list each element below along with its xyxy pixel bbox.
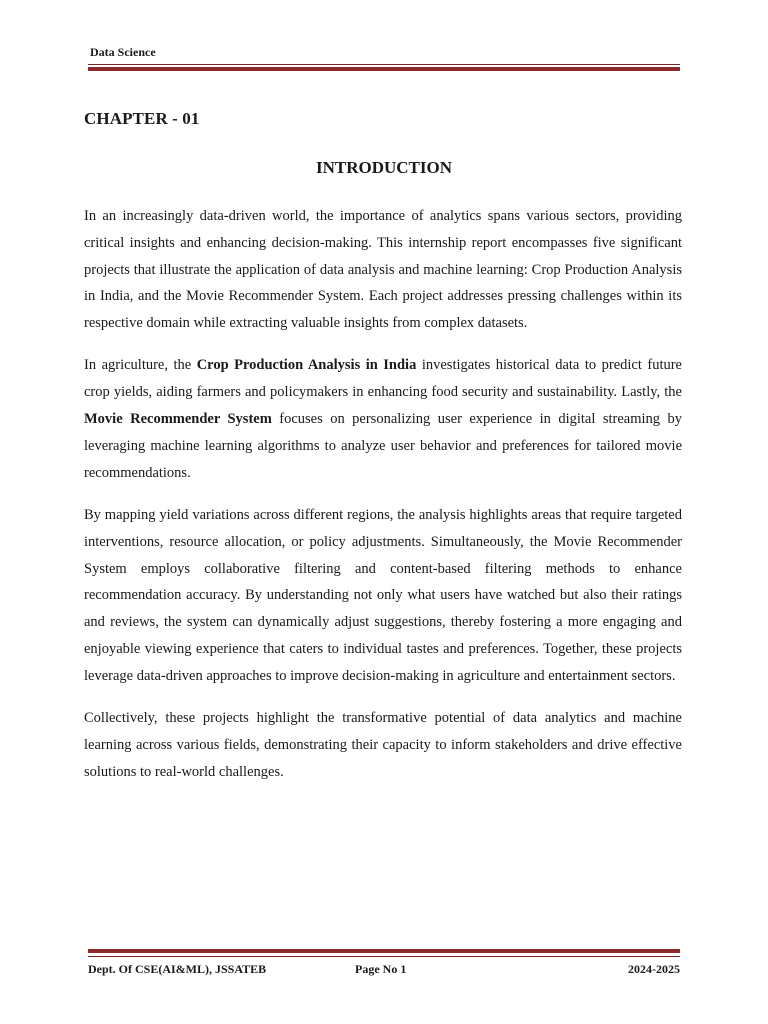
paragraph-1: In an increasingly data-driven world, the importance of analytics spans various sectors, providing critical insights and enhancing decision-making. This internship report encompasses five significant projects that illustrate the application of data analysis and machine learning: Crop Production Analysis in India, and the Movie Recommender System. Each project addresses pressing challenges within its respective domain while extracting valuable insights from complex datasets. xyxy=(84,208,682,332)
paragraph-2-text-1: In agriculture, the xyxy=(84,357,197,374)
header-rule-thin xyxy=(88,64,680,65)
section-title: INTRODUCTION xyxy=(315,158,453,177)
footer-page-number: Page No 1 xyxy=(355,962,407,976)
header-rule-thick xyxy=(88,67,680,71)
paragraph-2 xyxy=(84,352,682,486)
footer-rule-thin xyxy=(88,956,680,957)
paragraph-3: By mapping yield variations across different regions, the analysis highlights areas that require targeted interventions, resource allocation, or policy adjustments. Simultaneously, the Movie Recommender System employs collaborative filtering and content-based filtering methods to enhance recommendation accuracy. By understanding not only what users have watched but also their ratings and reviews, the system can dynamically adjust suggestions, thereby fostering a more engaging and enjoyable viewing experience that caters to individual tastes and preferences. Together, these projects leverage data-driven approaches to improve decision-making in agriculture and entertainment sectors. xyxy=(84,506,682,684)
running-header: Data Science xyxy=(90,45,156,59)
paragraph-2-text-2: investigates historical data to predict future crop yields, aiding farmers and policymakers in enhancing food security and sustainability. Lastly, the xyxy=(84,357,682,401)
footer-rule-thick xyxy=(88,949,680,953)
movie-recommender-highlight: Movie Recommender System xyxy=(84,411,272,428)
paragraph-2-text-3: focuses on personalizing user experience in digital streaming by leveraging machine learning algorithms to analyze user behavior and preferences for tailored movie recommendations. xyxy=(84,411,682,481)
chapter-label: CHAPTER - 01 xyxy=(84,109,200,128)
paragraph-4: Collectively, these projects highlight the transformative potential of data analytics and machine learning across various fields, demonstrating their capacity to inform stakeholders and drive effective solutions to real-world challenges. xyxy=(84,710,682,780)
crop-production-highlight: Crop Production Analysis in India xyxy=(196,357,417,374)
footer-year: 2024-2025 xyxy=(628,962,680,976)
footer-department: Dept. Of CSE(AI&ML), JSSATEB xyxy=(88,962,267,976)
body-text xyxy=(84,203,682,801)
